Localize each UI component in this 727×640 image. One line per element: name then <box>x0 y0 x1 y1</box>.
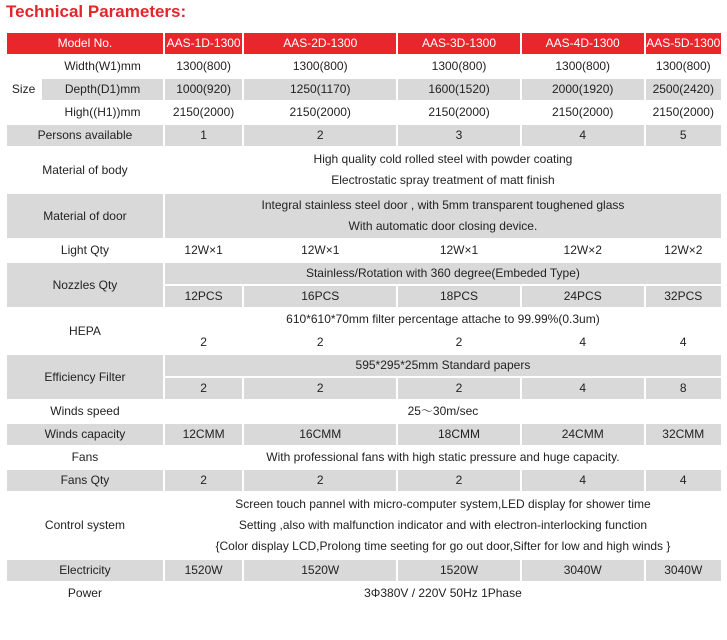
electricity-1: 1520W <box>165 560 242 581</box>
model-4: AAS-4D-1300 <box>522 33 644 54</box>
efficiency-1: 2 <box>165 378 242 399</box>
fans-qty-3: 2 <box>398 470 520 491</box>
technical-parameters-table <box>5 31 723 606</box>
model-no-label: Model No. <box>7 33 163 54</box>
electricity-label: Electricity <box>7 560 163 581</box>
material-door-row <box>7 194 721 238</box>
persons-1: 1 <box>165 125 242 146</box>
material-body-value <box>165 148 721 192</box>
model-5: AAS-5D-1300 <box>646 33 721 54</box>
fans-qty-4: 4 <box>522 470 644 491</box>
winds-speed-label: Winds speed <box>50 404 120 418</box>
light-2: 12W×1 <box>301 243 340 257</box>
light-label: Light Qty <box>60 243 109 257</box>
fans-label: Fans <box>71 450 99 464</box>
persons-3: 3 <box>398 125 520 146</box>
power-row <box>7 583 721 604</box>
material-body-label: Material of body <box>42 162 128 177</box>
control-line-2: Setting ,also with malfunction indicator and with electron-interlocking function <box>238 518 648 532</box>
light-row <box>7 240 721 261</box>
material-door-line-2: With automatic door closing device. <box>348 219 538 233</box>
depth-row <box>7 79 721 100</box>
nozzles-note: Stainless/Rotation with 360 degree(Embeded Type) <box>165 263 721 284</box>
width-row <box>7 56 721 77</box>
efficiency-2: 2 <box>244 378 396 399</box>
electricity-3: 1520W <box>398 560 520 581</box>
nozzles-4: 24PCS <box>522 286 644 307</box>
model-3: AAS-3D-1300 <box>398 33 520 54</box>
power-value: 3Φ380V / 220V 50Hz 1Phase <box>364 586 522 600</box>
light-1: 12W×1 <box>184 243 223 257</box>
winds-capacity-label: Winds capacity <box>7 424 163 445</box>
width-3: 1300(800) <box>431 59 487 73</box>
fans-row <box>7 447 721 468</box>
fans-qty-5: 4 <box>646 470 721 491</box>
model-1: AAS-1D-1300 <box>165 33 242 54</box>
hepa-4: 4 <box>579 335 587 349</box>
electricity-2: 1520W <box>244 560 396 581</box>
high-2: 2150(2000) <box>289 105 351 119</box>
electricity-5: 3040W <box>646 560 721 581</box>
hepa-note: 610*610*70mm filter percentage attache to 99.99%(0.3um) <box>286 312 600 326</box>
control-label: Control system <box>44 518 125 532</box>
persons-5: 5 <box>646 125 721 146</box>
model-row <box>7 33 721 54</box>
control-row <box>7 493 721 558</box>
depth-5: 2500(2420) <box>646 79 721 100</box>
winds-speed-row <box>7 401 721 422</box>
winds-capacity-3: 18CMM <box>398 424 520 445</box>
width-5: 1300(800) <box>655 59 711 73</box>
electricity-4: 3040W <box>522 560 644 581</box>
material-body-line-1: High quality cold rolled steel with powder coating <box>313 152 573 166</box>
model-2: AAS-2D-1300 <box>244 33 396 54</box>
depth-4: 2000(1920) <box>522 79 644 100</box>
page-title: Technical Parameters: <box>6 2 187 21</box>
efficiency-label: Efficiency Filter <box>7 355 163 399</box>
electricity-row <box>7 560 721 581</box>
width-2: 1300(800) <box>292 59 348 73</box>
fans-qty-1: 2 <box>165 470 242 491</box>
depth-2: 1250(1170) <box>244 79 396 100</box>
nozzles-5: 32PCS <box>646 286 721 307</box>
nozzles-label: Nozzles Qty <box>7 263 163 307</box>
fans-qty-2: 2 <box>244 470 396 491</box>
efficiency-3: 2 <box>398 378 520 399</box>
fans-value: With professional fans with high static pressure and huge capacity. <box>266 450 620 464</box>
width-label: Width(W1)mm <box>64 59 141 73</box>
nozzles-3: 18PCS <box>398 286 520 307</box>
nozzles-note-row <box>7 263 721 284</box>
fans-qty-row <box>7 470 721 491</box>
width-4: 1300(800) <box>555 59 611 73</box>
hepa-5: 4 <box>679 335 687 349</box>
winds-capacity-2: 16CMM <box>244 424 396 445</box>
material-body-row <box>7 148 721 192</box>
persons-4: 4 <box>522 125 644 146</box>
control-line-3: {Color display LCD,Prolong time seeting for go out door,Sifter for low and high winds } <box>215 539 671 553</box>
control-line-1: Screen touch pannel with micro-computer system,LED display for shower time <box>235 497 651 511</box>
depth-1: 1000(920) <box>165 79 242 100</box>
depth-label: Depth(D1)mm <box>42 79 163 100</box>
light-5: 12W×2 <box>664 243 703 257</box>
high-1: 2150(2000) <box>172 105 235 119</box>
efficiency-4: 4 <box>522 378 644 399</box>
hepa-1: 2 <box>200 335 207 349</box>
winds-capacity-1: 12CMM <box>165 424 242 445</box>
persons-label: Persons available <box>7 125 163 146</box>
nozzles-2: 16PCS <box>244 286 396 307</box>
high-4: 2150(2000) <box>552 105 614 119</box>
winds-capacity-4: 24CMM <box>522 424 644 445</box>
efficiency-note-row <box>7 355 721 376</box>
hepa-label: HEPA <box>69 323 101 338</box>
size-label: Size <box>7 56 40 123</box>
control-value <box>165 493 721 558</box>
winds-speed-value: 25～30m/sec <box>407 404 479 418</box>
efficiency-5: 8 <box>646 378 721 399</box>
light-4: 12W×2 <box>563 243 602 257</box>
high-3: 2150(2000) <box>428 105 490 119</box>
light-3: 12W×1 <box>439 243 479 257</box>
winds-capacity-5: 32CMM <box>646 424 721 445</box>
high-5: 2150(2000) <box>652 105 714 119</box>
high-row <box>7 102 721 123</box>
material-door-line-1: Integral stainless steel door , with 5mm transparent toughened glass <box>261 198 625 212</box>
power-label: Power <box>67 586 102 600</box>
persons-2: 2 <box>244 125 396 146</box>
fans-qty-label: Fans Qty <box>7 470 163 491</box>
depth-3: 1600(1520) <box>398 79 520 100</box>
material-body-line-2: Electrostatic spray treatment of matt finish <box>331 173 555 187</box>
persons-row <box>7 125 721 146</box>
high-label: High((H1))mm <box>64 105 141 119</box>
winds-capacity-row <box>7 424 721 445</box>
hepa-3: 2 <box>455 335 463 349</box>
material-door-label: Material of door <box>7 194 163 238</box>
hepa-note-row <box>7 309 721 330</box>
nozzles-1: 12PCS <box>165 286 242 307</box>
width-1: 1300(800) <box>176 59 231 73</box>
hepa-2: 2 <box>316 335 324 349</box>
efficiency-note: 595*295*25mm Standard papers <box>165 355 721 376</box>
material-door-value <box>165 194 721 238</box>
